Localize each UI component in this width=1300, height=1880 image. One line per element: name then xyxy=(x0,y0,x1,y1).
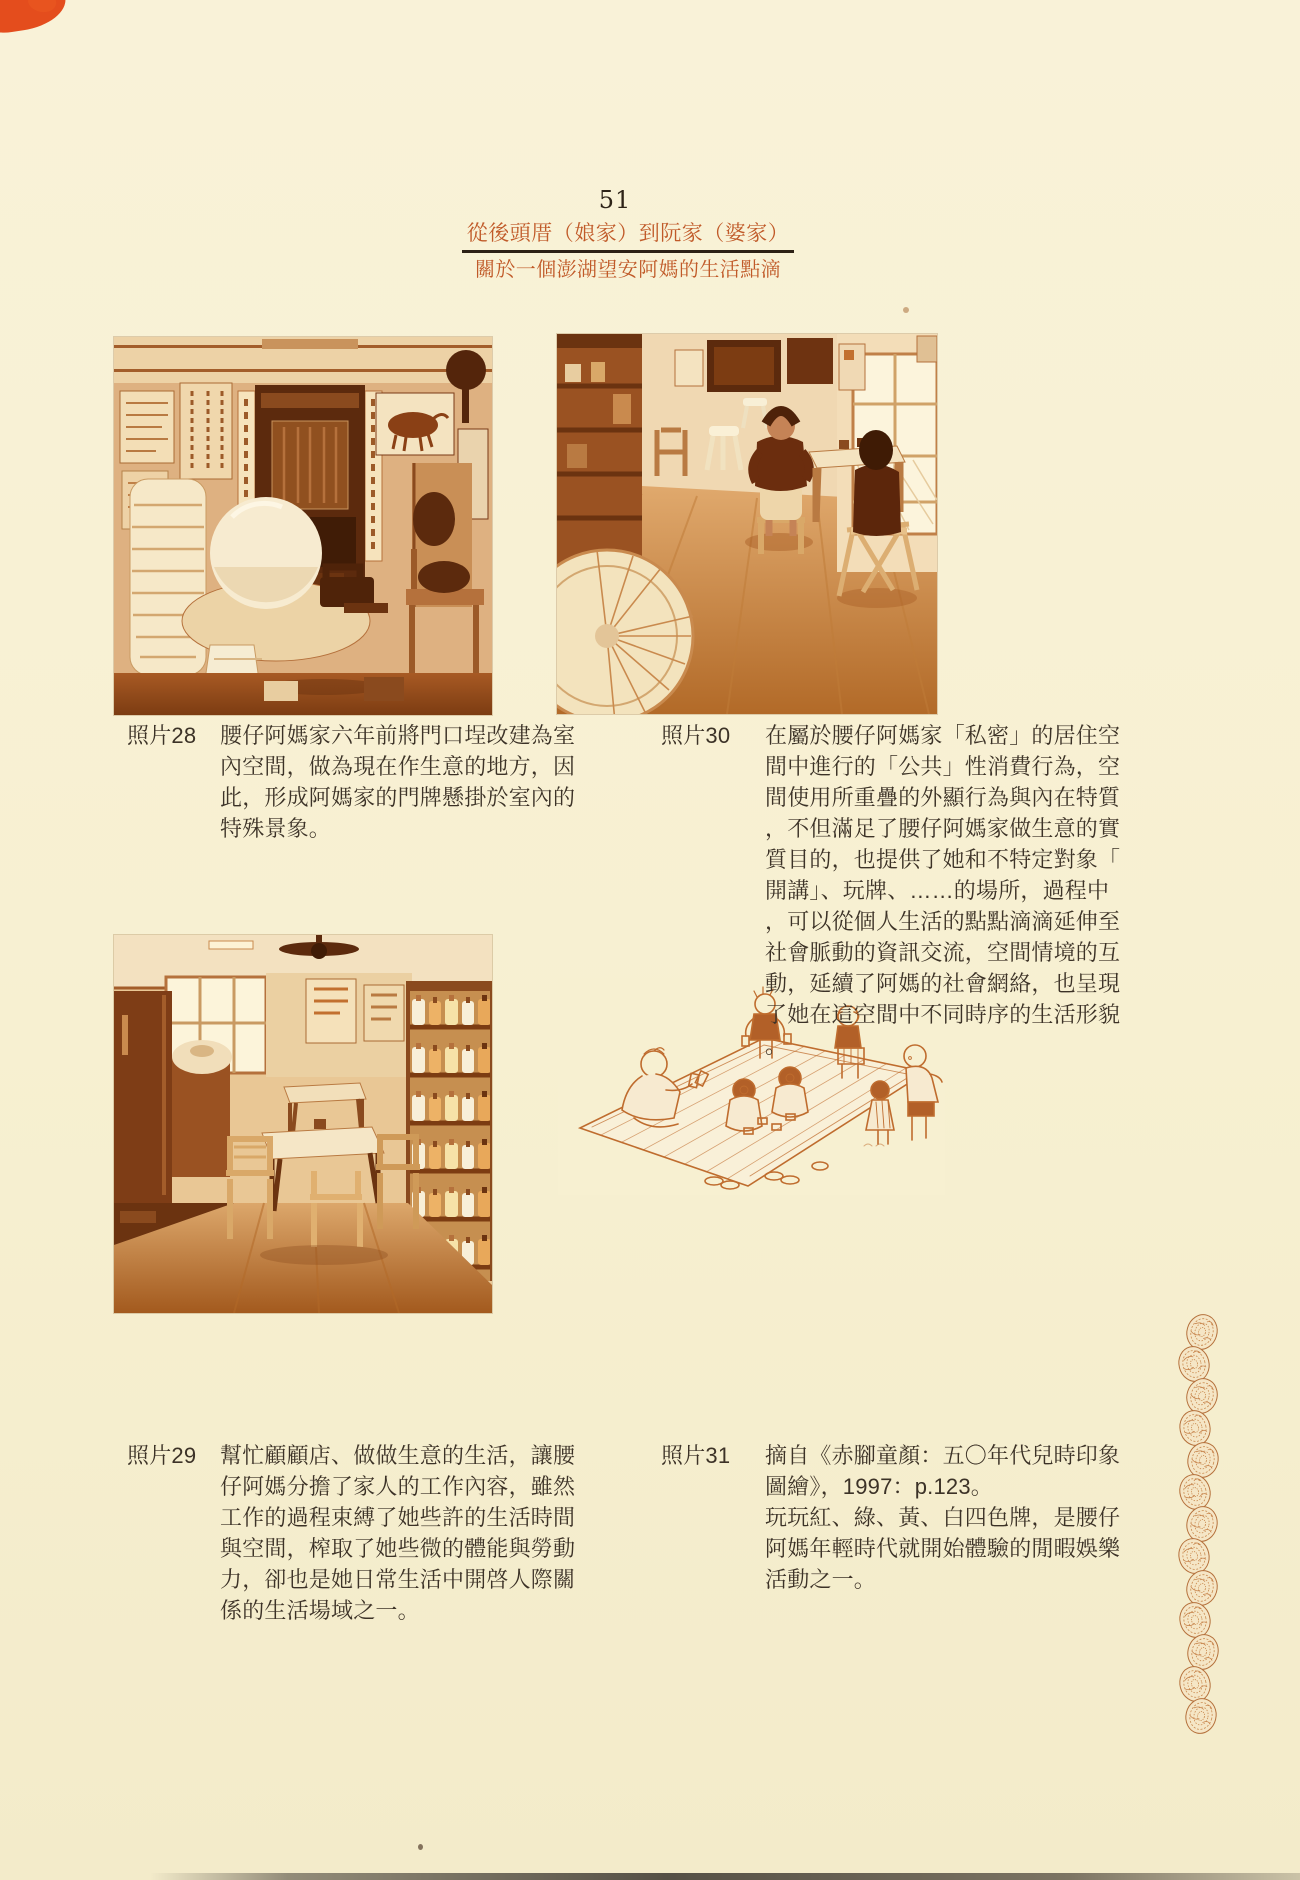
caption-text-photo29: 幫忙顧顧店、做做生意的生活，讓腰仔阿媽分擔了家人的工作內容，雖然工作的過程束縛了她些許的生活時間與空間，榨取了她些微的體能與勞動力，卻也是她日常生活中開啓人際關係的生活場域之一。 xyxy=(220,1443,576,1623)
photo-28-image xyxy=(114,337,492,715)
caption-label-photo28: 照片28 xyxy=(127,723,197,748)
caption-label-photo31: 照片31 xyxy=(661,1443,731,1468)
scan-dot-artifact xyxy=(418,1844,423,1850)
medallion-chain-decoration xyxy=(1168,1312,1232,1762)
photo-29-image xyxy=(114,935,492,1313)
caption-text-photo31 xyxy=(765,1440,1125,1595)
floor xyxy=(114,673,492,715)
left-shelving xyxy=(557,334,642,586)
photo-28 xyxy=(114,337,492,715)
photo-30-image xyxy=(557,334,937,714)
photo-29 xyxy=(114,935,492,1313)
photo-30 xyxy=(557,334,937,714)
page-number: 51 xyxy=(598,186,632,214)
chapter-title-line1: 從後頭厝（娘家）到阮家（婆家） xyxy=(466,222,790,245)
caption-text-photo30: 在屬於腰仔阿媽家「私密」的居住空間中進行的「公共」性消費行為，空間使用所重疊的外顯行為與內在特質，不但滿足了腰仔阿媽家做生意的實質目的，也提供了她和不特定對象「開講」、玩牌、……的場所，過程中，可以從個人生活的點點滴滴延伸至社會脈動的資訊交流，空間情境的互動，延續了阿媽的社會網絡，也呈現了她在這空間中不同時序的生活形貌。 xyxy=(765,723,1121,1058)
caption-photo31-source: 摘自《赤腳童顏：五〇年代兒時印象圖繪》，1997：p.123。 xyxy=(765,1443,1121,1499)
scan-bottom-edge xyxy=(150,1873,1300,1880)
chapter-header xyxy=(428,220,828,283)
chapter-title-underline xyxy=(462,250,794,253)
back-wall-posters xyxy=(266,973,412,1077)
medallion-chain-icon xyxy=(1168,1312,1232,1762)
caption-label-photo30: 照片30 xyxy=(661,723,731,748)
covered-appliance xyxy=(130,479,206,675)
ceiling xyxy=(114,337,492,383)
scan-speck-artifact xyxy=(903,307,909,313)
caption-text-photo28: 腰仔阿媽家六年前將門口埕改建為室內空間，做為現在作生意的地方，因此，形成阿媽家的門牌懸掛於室內的特殊景象。 xyxy=(220,723,576,841)
chapter-subtitle: 關於一個澎湖望安阿媽的生活點滴 xyxy=(475,259,781,281)
caption-label-photo29: 照片29 xyxy=(127,1443,197,1468)
caption-photo31-note: 玩玩紅、綠、黃、白四色牌，是腰仔阿媽年輕時代就開始體驗的閒暇娛樂活動之一。 xyxy=(765,1505,1121,1592)
